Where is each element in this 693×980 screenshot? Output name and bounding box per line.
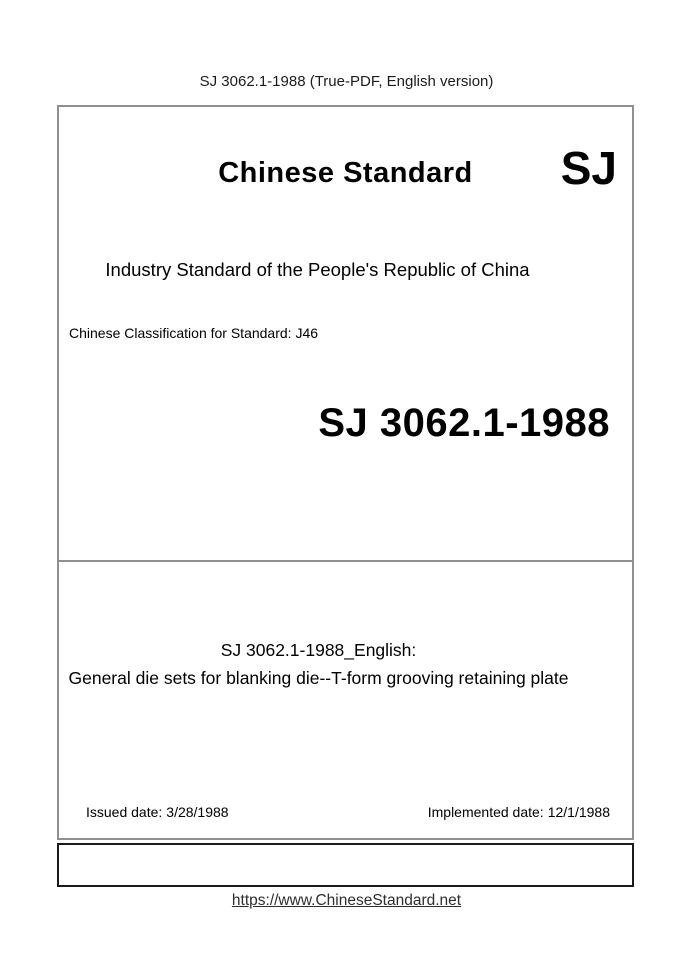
issued-date-label: Issued date: [86,804,163,820]
english-title-block [59,636,578,692]
industry-standard-subtitle: Industry Standard of the People's Republic of China [105,259,530,280]
implemented-date [428,804,610,820]
cover-top-section [59,107,632,562]
english-title-body: General die sets for blanking die--T-form grooving retaining plate [68,668,569,688]
empty-info-box [57,843,634,887]
implemented-date-value: 12/1/1988 [547,804,610,820]
footer-link[interactable]: https://www.ChineseStandard.net [231,892,462,909]
page-footer [0,892,693,910]
cover-box [57,105,634,840]
issued-date-value: 3/28/1988 [166,804,229,820]
cover-bottom-section [59,562,632,840]
brand-title: Chinese Standard [218,157,473,189]
standard-number: SJ 3062.1-1988 [318,401,610,445]
classification-text: Chinese Classification for Standard: J46 [69,325,319,341]
issued-date [86,804,229,820]
implemented-date-label: Implemented date: [427,804,544,820]
sj-logo-text: SJ [560,142,617,194]
page-header-text: SJ 3062.1-1988 (True-PDF, English version) [199,73,494,90]
english-title-heading: SJ 3062.1-1988_English: [220,640,417,660]
dates-row [86,804,610,820]
